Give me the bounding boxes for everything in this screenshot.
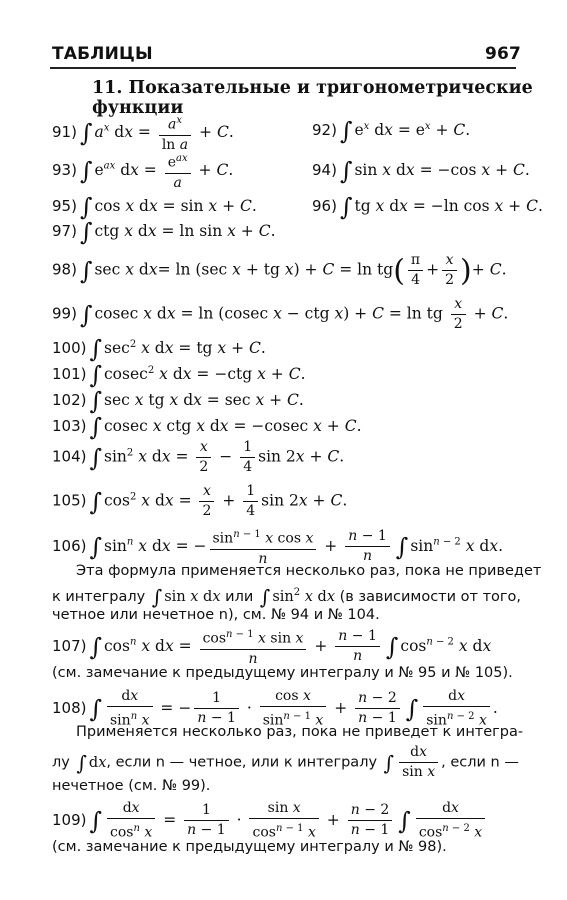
section-title: 11. Показательные и тригонометрические функции	[92, 78, 533, 118]
note-106-line-1: Эта формула применяется несколько раз, пока не приведет	[76, 563, 542, 579]
note-107: (см. замечание к предыдущему интегралу и № 95 и № 105).	[52, 665, 513, 681]
formula-101: 101) ∫ cosec$^2$ x dx = −ctg x + C.	[52, 361, 306, 389]
formula-96: 96) ∫ tg x dx = −ln cos x + C.	[312, 193, 543, 221]
formula-97: 97) ∫ ctg x dx = ln sin x + C.	[52, 218, 276, 246]
note-106-line-3: четное или нечетное n), см. № 94 и № 104.	[52, 607, 380, 623]
formula-105: 105) ∫ $\cos^2 x$ dx = $\frac{x}{2}$ + $\frac{1}{4}$ sin 2x + C.	[52, 483, 348, 519]
formula-107: 107) ∫ $\cos^n x$ dx = $\frac{\cos^{n - 1} x \sin x}{n}$ + $\frac{n - 1}{n}$ ∫ $\cos^{n - 2} x$ dx	[52, 626, 491, 668]
formula-102: 102) ∫ sec x tg x dx = sec x + C.	[52, 387, 304, 415]
formula-91: 91) ∫ $a^x$ dx = $\frac{a^x}{\text{ln a}}$ + C.	[52, 112, 234, 154]
formula-104: 104) ∫ $\sin^2 x$ dx = $\frac{x}{2}$ − $\frac{1}{4}$ sin 2x + C.	[52, 439, 345, 475]
formula-98: 98) ∫ sec x dx= ln (sec x + tg x) + C = ln tg( $\frac{\pi}{4}$ + $\frac{x}{2}$ )+ C.	[52, 252, 507, 289]
running-header: ТАБЛИЦЫ	[52, 44, 153, 64]
formula-103: 103) ∫ cosec x ctg x dx = −cosec x + C.	[52, 413, 362, 441]
note-108-line-2: лу ∫ dx, если n — четное, или к интегралу ∫ $\frac{dx}{\text{sin x}}$ , если n —	[52, 744, 519, 780]
formula-95: 95) ∫ cos x dx = sin x + C.	[52, 193, 257, 221]
formula-99: 99) ∫ cosec x dx = ln (cosec x − ctg x) + C = ln tg $\frac{x}{2}$ + C.	[52, 296, 509, 332]
note-108-line-3: нечетное (см. № 99).	[52, 778, 211, 794]
formula-92: 92) ∫ $e^x$ dx = $e^x + C$.	[312, 117, 471, 145]
formula-93: 93) ∫ $e^{ax}$ dx = $\frac{e^{ax}}{a}$ + C.	[52, 150, 233, 192]
formula-106: 106) ∫ $\sin^n x$ dx = − $\frac{\sin^{n - 1} x \cos x}{n}$ + $\frac{n - 1}{n}$ ∫ $\sin^{n - 2} x$ dx.	[52, 526, 503, 568]
note-109: (см. замечание к предыдущему интегралу и № 98).	[52, 839, 447, 855]
formula-109: 109) ∫ $\frac{dx}{\cos^n x}$ = $\frac{1}{n - 1}$ · $\frac{\text{sin x}}{\cos^{n - 1} x}$ + $\frac{n - 2}{n - 1}$ ∫ $\frac{dx}{\cos^{n - 2} x}$	[52, 800, 488, 842]
formula-100: 100) ∫ $\sec^2 x$ dx = tg x + C.	[52, 335, 266, 363]
formula-94: 94) ∫ sin x dx = −cos x + C.	[312, 157, 530, 185]
note-106-line-2: к интегралу ∫ sin x dx или ∫ $\sin^2 x$ dx (в зависимости от того,	[52, 584, 521, 609]
header-rule	[50, 67, 516, 69]
page-number: 967	[485, 44, 522, 64]
note-108-line-1: Применяется несколько раз, пока не приведет к интегра-	[76, 724, 524, 740]
formula-108: 108) ∫ $\frac{dx}{\sin^n x}$ = − $\frac{1}{n - 1}$ · $\frac{\text{cos x}}{\sin^{n - 1} x}$ + $\frac{n - 2}{n - 1}$ ∫ $\frac{dx}{\sin^{n - 2} x}$ .	[52, 688, 498, 729]
